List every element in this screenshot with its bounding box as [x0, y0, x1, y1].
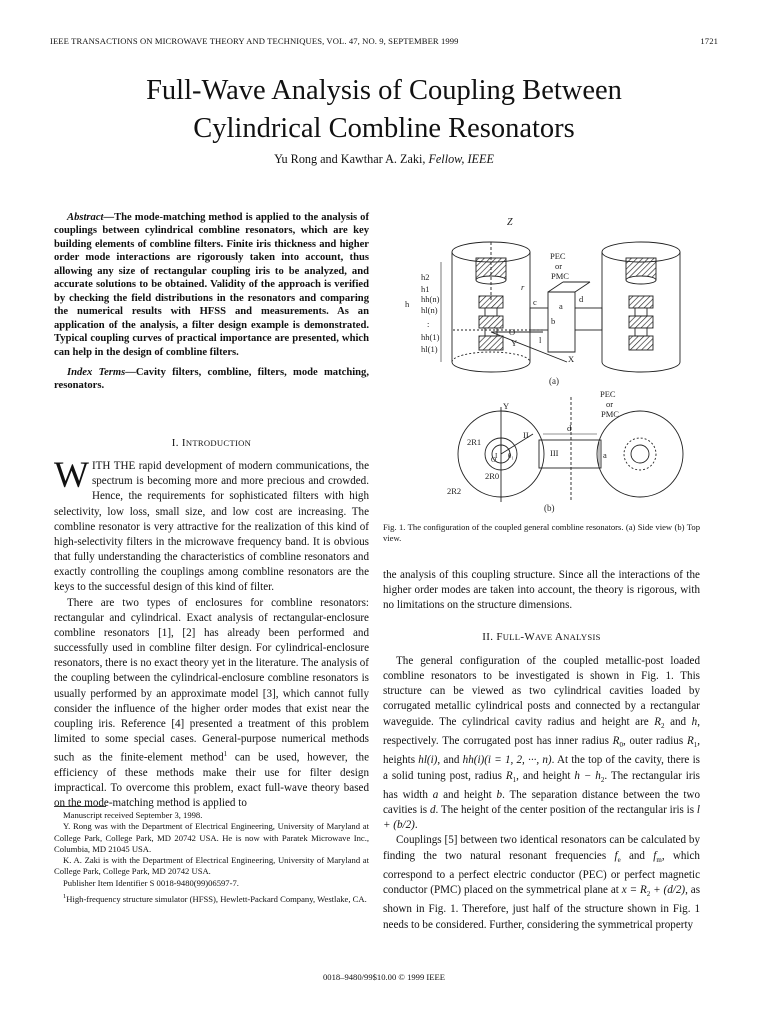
intro-paragraph-2: There are two types of enclosures for combline resonators: rectangular and cylindrical. Exact analysis of rectangular-enclosure combline resonators [1], [2] has already been performed and successfully used in combline filter design. For cylindrical-enclosure resonators, there is no exact theory yet in the literature. The analysis of the coupling between the cylindrical-enclosure combline resonators is usually performed by an approximate model [3], which cannot fully consider the influence of the higher order modes that exist near the coupling iris. Reference [4] presented a treatment of this problem limited to some special cases. General-purpose numerical methods such as the finite-element method$^1$ can be used, however, the efficiency of these methods make their use for filter design impractical. To overcome this problem, exact full-wave theory based on the mode-matching method is applied to: [54, 596, 369, 810]
svg-text:hh(1): hh(1): [421, 332, 440, 342]
svg-text:h: h: [405, 299, 410, 309]
footnote-zaki: K. A. Zaki is with the Department of Electrical Engineering, University of Maryland at College Park, College Park, MD 20742 USA.: [54, 855, 369, 877]
svg-text::: :: [427, 319, 430, 329]
svg-text:hl(1): hl(1): [421, 344, 438, 354]
svg-text:X: X: [568, 354, 575, 364]
top-view-labels: [447, 389, 619, 513]
svg-text:l: l: [539, 335, 542, 345]
author-line: [0, 152, 768, 167]
svg-text:Y: Y: [503, 401, 510, 411]
footnote-rule: [54, 806, 106, 807]
svg-text:or: or: [606, 399, 614, 409]
svg-text:III: III: [550, 448, 559, 458]
footnote-rong: Y. Rong was with the Department of Electrical Engineering, University of Maryland at College Park, College Park, MD 20742 USA. He is now with Paratek Microwave Inc., Columbia, MD 21045 USA.: [54, 821, 369, 854]
analysis-paragraph-2: Couplings [5] between two identical resonators can be calculated by finding the two natural resonant frequencies $f_e$ and $f_m$, which correspond to a perfect electric conductor (PEC) or perfect magnetic conductor (PMC) placed on the symmetrical plane at $x = R_2 + (d/2)$, as shown in Fig. 1. Therefore, just half of the structure shown in Fig. 1 needs to be considered. Further, considering the symmetrical property: [383, 834, 701, 931]
footnote-pii: Publisher Item Identifier S 0018-9480(99)06597-7.: [63, 877, 239, 888]
paper-title: [0, 72, 768, 148]
svg-text:PEC: PEC: [600, 389, 616, 399]
svg-text:b: b: [551, 316, 556, 326]
figure-1-caption: Fig. 1. The configuration of the coupled general combline resonators. (a) Side view (b) Top view.: [383, 522, 700, 544]
running-head: [50, 36, 718, 46]
svg-text:2R0: 2R0: [485, 471, 500, 481]
index-terms: [54, 366, 369, 393]
svg-text:c: c: [533, 297, 537, 307]
title-line-2: Cylindrical Combline Resonators: [193, 113, 575, 144]
svg-text:Y: Y: [511, 338, 518, 348]
svg-text:θ₁: θ₁: [508, 452, 514, 460]
page-number: 1721: [700, 36, 718, 46]
author-names: Yu Rong and Kawthar A. Zaki,: [274, 152, 426, 166]
svg-text:II: II: [523, 430, 529, 440]
svg-text:(b): (b): [544, 503, 555, 513]
svg-text:O: O: [491, 456, 497, 464]
index-terms-text: —Cavity filters, combline, filters, mode matching, resonators.: [54, 367, 369, 392]
svg-text:PMC: PMC: [551, 271, 569, 281]
right-continuation: the analysis of this coupling structure. Since all the interactions of the higher order modes are taken into account, the theory is rigorous, with no limitations on the structure dimensions.: [383, 569, 700, 612]
svg-text:O: O: [509, 327, 516, 337]
author-affiliation: Fellow, IEEE: [428, 152, 494, 166]
svg-text:a: a: [603, 450, 607, 460]
svg-text:hh(n): hh(n): [421, 294, 440, 304]
svg-text:d: d: [579, 294, 584, 304]
section-2-heading-wrap: [383, 630, 700, 645]
abstract-text: —The mode-matching method is applied to the analysis of couplings between cylindrical combline resonators, which are key building elements of combline filters. Finite iris thickness and higher order mode interactions are rigorously taken into account, thus allowing any size of rectangular coupling iris to be analyzed, and accurate solutions to be obtained. Validity of the approach is verified by checking the field distributions in the resonators and comparing the numerical results with HFSS and measurements. As an application of the analysis, a filter design example is demonstrated. Typical coupling curves of practical importance are presented, which can help in the design of combline filters.: [54, 212, 369, 358]
svg-text:I: I: [495, 452, 498, 460]
copyright-footer: 0018–9480/99$10.00 © 1999 IEEE: [322, 972, 446, 982]
analysis-paragraph-1: The general configuration of the coupled metallic-post loaded combline resonators to be investigated is shown in Fig. 1. This structure can be viewed as two cylindrical cavities loaded by corrugated metallic cylindrical posts and connected by a rectangular waveguide. The cylindrical cavity radius and height are $R_2$ and h, respectively. The corrugated post has inner radius $R_0$, outer radius $R_1$, heights hl(i), and hh(i)(i = 1, 2, ···, n). At the top of the cavity, there is a solid tuning post, radius $R_1$, and height $h - h_2$. The rectangular iris has width a and height b. The separation distance between the two cavities is d. The height of the center position of the rectangular iris is l + (b/2).: [383, 655, 700, 832]
footnote-received: Manuscript received September 3, 1998.: [63, 810, 203, 820]
drop-cap: W: [54, 455, 89, 497]
footnotes: [54, 810, 369, 905]
svg-text:(a): (a): [549, 376, 559, 386]
svg-text:r: r: [521, 282, 525, 292]
section-1-heading: I. INTRODUCTION: [171, 437, 252, 449]
index-terms-label: Index Terms: [67, 367, 126, 378]
svg-text:hl(n): hl(n): [421, 305, 438, 315]
svg-text:PEC: PEC: [550, 251, 566, 261]
svg-text:a: a: [559, 301, 563, 311]
svg-text:d: d: [567, 423, 572, 433]
section-introduction: [54, 436, 369, 811]
abstract-label: Abstract: [67, 212, 104, 223]
svg-text:Z: Z: [507, 217, 513, 228]
intro-paragraph-1: ITH THE rapid development of modern communications, the spectrum is becoming more and more precious and crowded. Hence, the requirements for sophisticated filters with high selectivity, low loss, small size, and low cost are increasing. The combline resonator is very attractive for the realization of this kind of high-selectivity filters in the microwave frequency band. It is obvious that fully understanding the characteristics of combline resonators and exactly controlling the couplings among combline resonators are the keys to the successful design of this kind of filter.: [54, 460, 369, 594]
figure-1: [383, 212, 700, 517]
svg-text:or: or: [555, 261, 563, 271]
svg-text:h2: h2: [421, 272, 430, 282]
svg-text:h1: h1: [421, 284, 430, 294]
svg-text:PMC: PMC: [601, 409, 619, 419]
abstract: [54, 211, 369, 359]
top-view: [458, 397, 683, 502]
svg-text:2R2: 2R2: [447, 486, 462, 496]
svg-text:2R1: 2R1: [467, 437, 482, 447]
journal-name: IEEE TRANSACTIONS ON MICROWAVE THEORY AND TECHNIQUES, VOL. 47, NO. 9, SEPTEMBER 1999: [50, 36, 459, 46]
footnote-hfss: $^1$High-frequency structure simulator (HFSS), Hewlett-Packard Company, Westlake, CA.: [63, 893, 367, 904]
section-2-heading: II. FULL-WAVE ANALYSIS: [482, 631, 601, 643]
section-full-wave-analysis: [383, 654, 700, 933]
title-line-1: Full-Wave Analysis of Coupling Between: [146, 75, 622, 106]
